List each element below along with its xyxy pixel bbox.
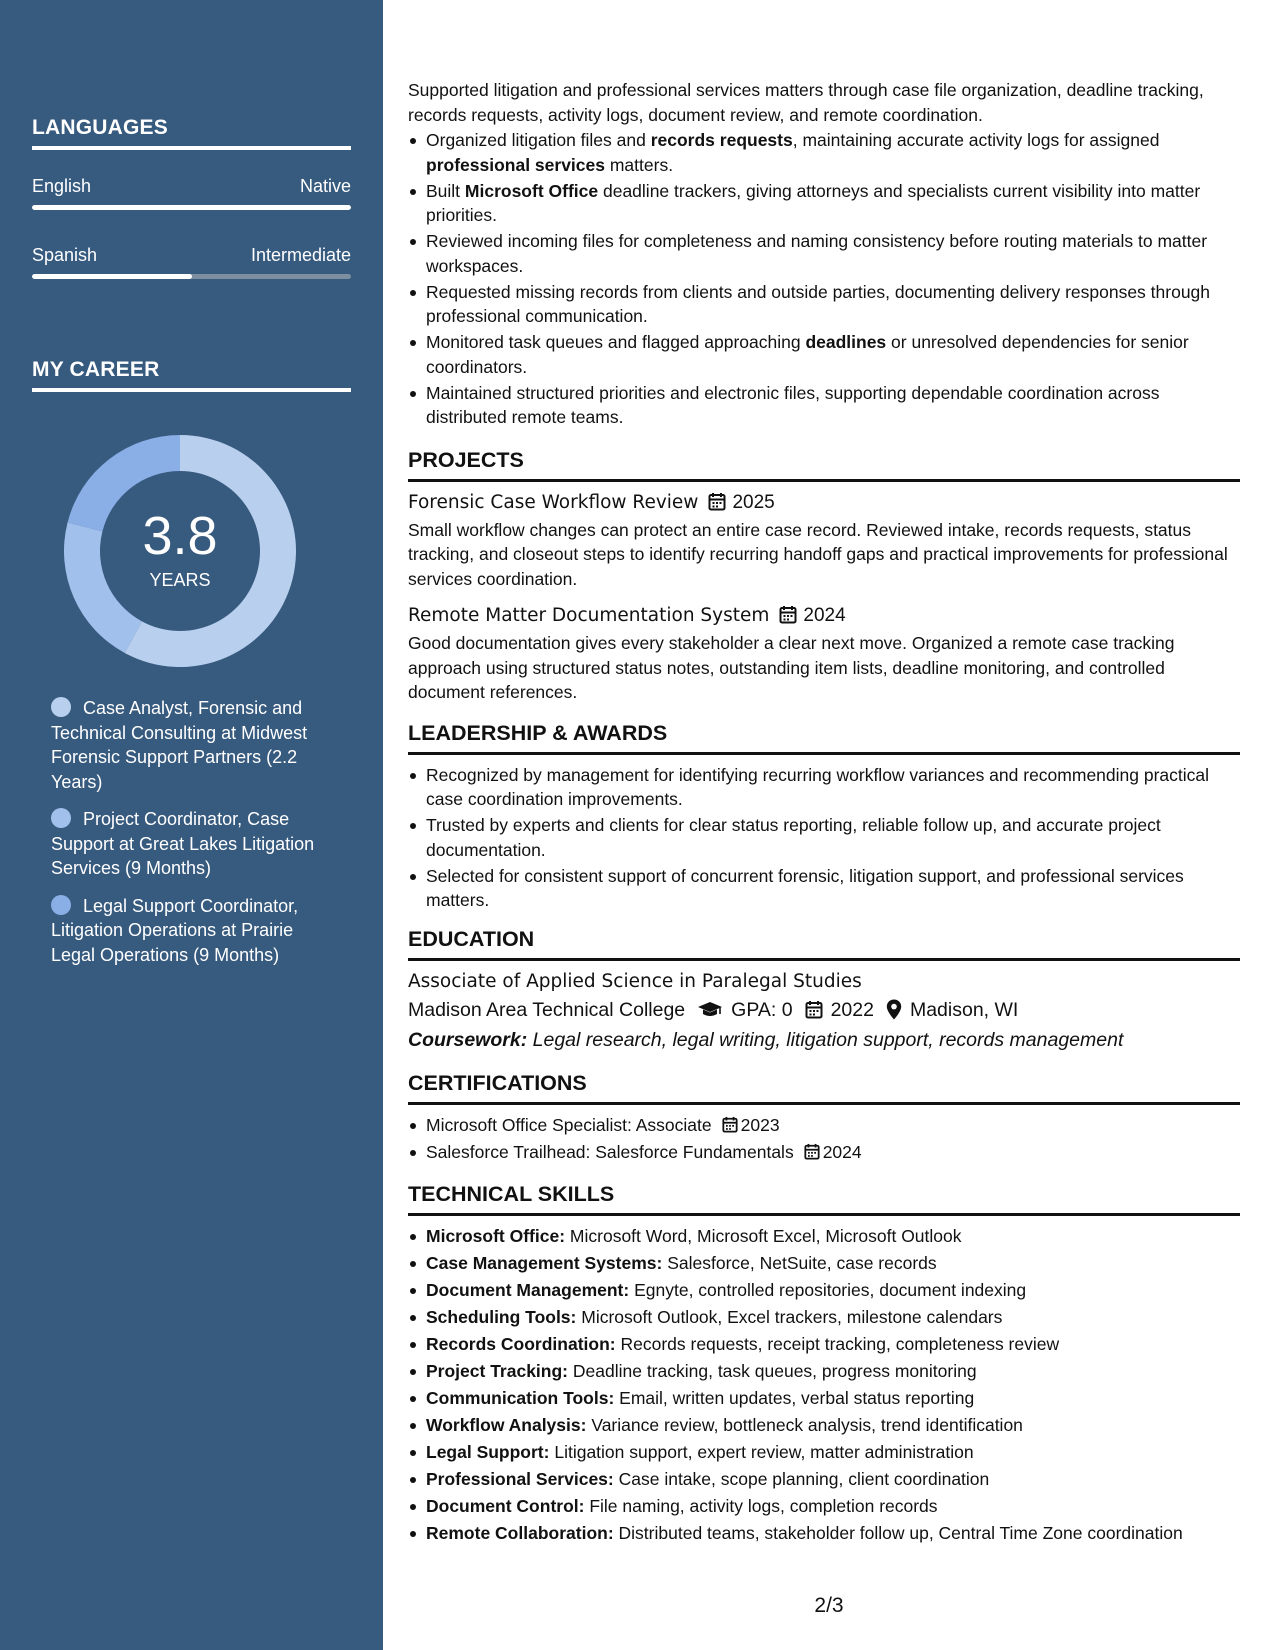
skill-value: Microsoft Word, Microsoft Excel, Microsoft Outlook [569,1226,962,1246]
skill-label: Document Control: [426,1496,585,1516]
map-pin-icon [886,999,902,1020]
career-donut-center [64,435,296,667]
experience-bullet [408,229,1240,278]
skill-label: Records Coordination: [426,1334,616,1354]
leadership-bullet: Selected for consistent support of concurrent forensic, litigation support, and professional services matters. [408,864,1240,913]
career-item-text: Legal Support Coordinator, Litigation Operations at Prairie Legal Operations (9 Months) [51,895,299,965]
skill-value: Microsoft Outlook, Excel trackers, milestone calendars [581,1307,1003,1327]
project-title-line [408,490,1240,516]
project-item [408,490,1240,592]
sidebar [0,0,383,1650]
bullet-keyword: records requests [650,130,793,150]
skill-item [408,1413,1240,1438]
career-item [51,696,341,794]
bullet-text: Built [426,180,465,201]
language-name: Spanish [32,245,98,265]
career-item-text: Project Coordinator, Case Support at Great Lakes Litigation Services (9 Months) [51,809,315,878]
certification-name: Microsoft Office Specialist: Associate [426,1114,712,1135]
career-item [51,894,341,968]
skill-value: Litigation support, expert review, matter administration [554,1442,974,1462]
skill-label: Professional Services: [426,1469,614,1489]
experience-bullet [408,179,1240,228]
project-description: Good documentation gives every stakeholder a clear next move. Organized a remote case tracking approach using structured status notes, outstanding item lists, deadline monitoring, and controlled document references. [408,633,1175,702]
skill-value: Variance review, bottleneck analysis, trend identification [591,1415,1023,1435]
experience-bullets [408,128,1240,430]
education-school: Madison Area Technical College [408,998,686,1021]
leadership-bullet: Recognized by management for identifying recurring workflow variances and recommending practical case coordination improvements. [408,763,1240,812]
leadership-heading: LEADERSHIP & AWARDS [408,719,1240,755]
skill-item [408,1251,1240,1276]
skill-label: Project Tracking: [426,1361,568,1381]
bullet-text: Monitored task queues and flagged approaching [426,332,806,352]
language-row-spanish [32,245,351,266]
experience-intro: Supported litigation and professional services matters through case file organization, deadline tracking, records requests, activity logs, document review, and remote coordination. [408,80,1204,125]
certification-item [408,1113,1240,1138]
skill-value: Email, written updates, verbal status reporting [619,1388,975,1408]
certifications-list [408,1113,1240,1165]
skill-value: Distributed teams, stakeholder follow up, Central Time Zone coordination [618,1523,1183,1543]
bullet-text: , maintaining accurate activity logs for assigned [792,130,1160,150]
education-year: 2022 [830,998,874,1021]
language-bar-fill [32,274,192,279]
bullet-text: deadline trackers, giving attorneys and specialists current visibility into matter priorities. [426,180,1201,225]
certification-year: 2024 [822,1141,862,1162]
language-level: Intermediate [250,245,351,265]
project-title-line [408,603,1240,629]
career-list [51,696,341,980]
education-degree: Associate of Applied Science in Paralegal Studies [408,970,862,992]
skill-value: File naming, activity logs, completion records [589,1496,938,1516]
experience-bullet [408,330,1240,379]
bullet-text: Maintained structured priorities and electronic files, supporting dependable coordination across distributed remote teams. [426,382,1160,427]
skill-item [408,1278,1240,1303]
skill-label: Document Management: [426,1280,630,1300]
skill-item [408,1386,1240,1411]
skill-item [408,1305,1240,1330]
language-bar-spanish [32,274,351,279]
skill-item [408,1521,1240,1546]
language-bar-english [32,205,351,210]
language-name: English [32,176,92,196]
calendar-icon [804,1143,820,1160]
project-item [408,603,1240,705]
skills-heading: TECHNICAL SKILLS [408,1180,1240,1216]
education-gpa: GPA: 0 [731,998,793,1021]
bullet-text: matters. [604,154,674,175]
legend-dot-icon [51,808,71,828]
skill-label: Communication Tools: [426,1388,615,1408]
experience-bullet [408,280,1240,329]
career-item-text: Case Analyst, Forensic and Technical Consulting at Midwest Forensic Support Partners (2.2 Years) [51,698,308,792]
skill-value: Case intake, scope planning, client coordination [618,1469,990,1489]
project-title: Forensic Case Workflow Review [408,491,699,513]
education-details [408,995,1240,1025]
skill-value: Salesforce, NetSuite, case records [667,1253,937,1273]
skill-value: Egnyte, controlled repositories, document indexing [634,1280,1027,1300]
calendar-icon [805,1000,823,1019]
skill-item [408,1467,1240,1492]
language-row-english [32,176,351,197]
skill-label: Legal Support: [426,1442,550,1462]
skill-value: Deadline tracking, task queues, progress monitoring [572,1361,977,1381]
calendar-icon [779,605,797,624]
project-year: 2024 [803,605,846,626]
skill-label: Case Management Systems: [426,1253,663,1273]
legend-dot-icon [51,895,71,915]
career-total-value: 3.8 [142,505,218,566]
education-heading: EDUCATION [408,925,1240,961]
coursework-label: Coursework: [408,1028,528,1051]
experience-bullet [408,128,1240,177]
skill-item [408,1440,1240,1465]
coursework-text: Legal research, legal writing, litigation support, records management [532,1028,1124,1051]
bullet-text: Organized litigation files and [426,130,651,150]
education-coursework [408,1025,1240,1055]
language-level: Native [299,176,351,196]
languages-heading: LANGUAGES [32,116,351,150]
skill-label: Remote Collaboration: [426,1523,614,1543]
main-content [408,78,1240,1548]
certification-item [408,1140,1240,1165]
language-bar-fill [32,205,351,210]
skill-item [408,1494,1240,1519]
education-location: Madison, WI [909,998,1019,1021]
skill-label: Microsoft Office: [426,1226,566,1246]
calendar-icon [708,492,726,511]
certifications-heading: CERTIFICATIONS [408,1069,1240,1105]
calendar-icon [722,1116,738,1133]
bullet-keyword: Microsoft Office [464,180,599,201]
leadership-bullets [408,763,1240,913]
skills-list [408,1224,1240,1546]
bullet-keyword: professional services [426,154,605,175]
page-number: 2/3 [814,1594,844,1617]
legend-dot-icon [51,697,71,717]
graduation-cap-icon [697,1001,723,1019]
projects-heading: PROJECTS [408,446,1240,482]
career-total-unit: YEARS [149,569,211,590]
bullet-text: Requested missing records from clients and outside parties, documenting delivery responses through professional communication. [426,281,1211,326]
leadership-bullet: Trusted by experts and clients for clear status reporting, reliable follow up, and accurate project documentation. [408,813,1240,862]
bullet-text: or unresolved dependencies for senior coordinators. [426,332,1189,377]
certification-name: Salesforce Trailhead: Salesforce Fundamentals [426,1141,794,1162]
skill-label: Workflow Analysis: [426,1415,587,1435]
career-item [51,807,341,881]
experience-bullet [408,381,1240,430]
skill-value: Records requests, receipt tracking, completeness review [620,1334,1060,1354]
project-year: 2025 [732,491,775,513]
bullet-text: Reviewed incoming files for completeness and naming consistency before routing materials to matter workspaces. [426,231,1208,276]
skill-item [408,1332,1240,1357]
bullet-keyword: deadlines [805,332,887,352]
career-donut-chart [64,435,296,667]
project-title: Remote Matter Documentation System [408,605,770,626]
project-description: Small workflow changes can protect an entire case record. Reviewed intake, records requests, status tracking, and closeout steps to identify recurring handoff gaps and practical improvements for professional services coordination. [408,519,1228,589]
skill-item [408,1359,1240,1384]
skill-item [408,1224,1240,1249]
skill-label: Scheduling Tools: [426,1307,577,1327]
career-heading: MY CAREER [32,358,351,392]
certification-year: 2023 [740,1114,780,1135]
